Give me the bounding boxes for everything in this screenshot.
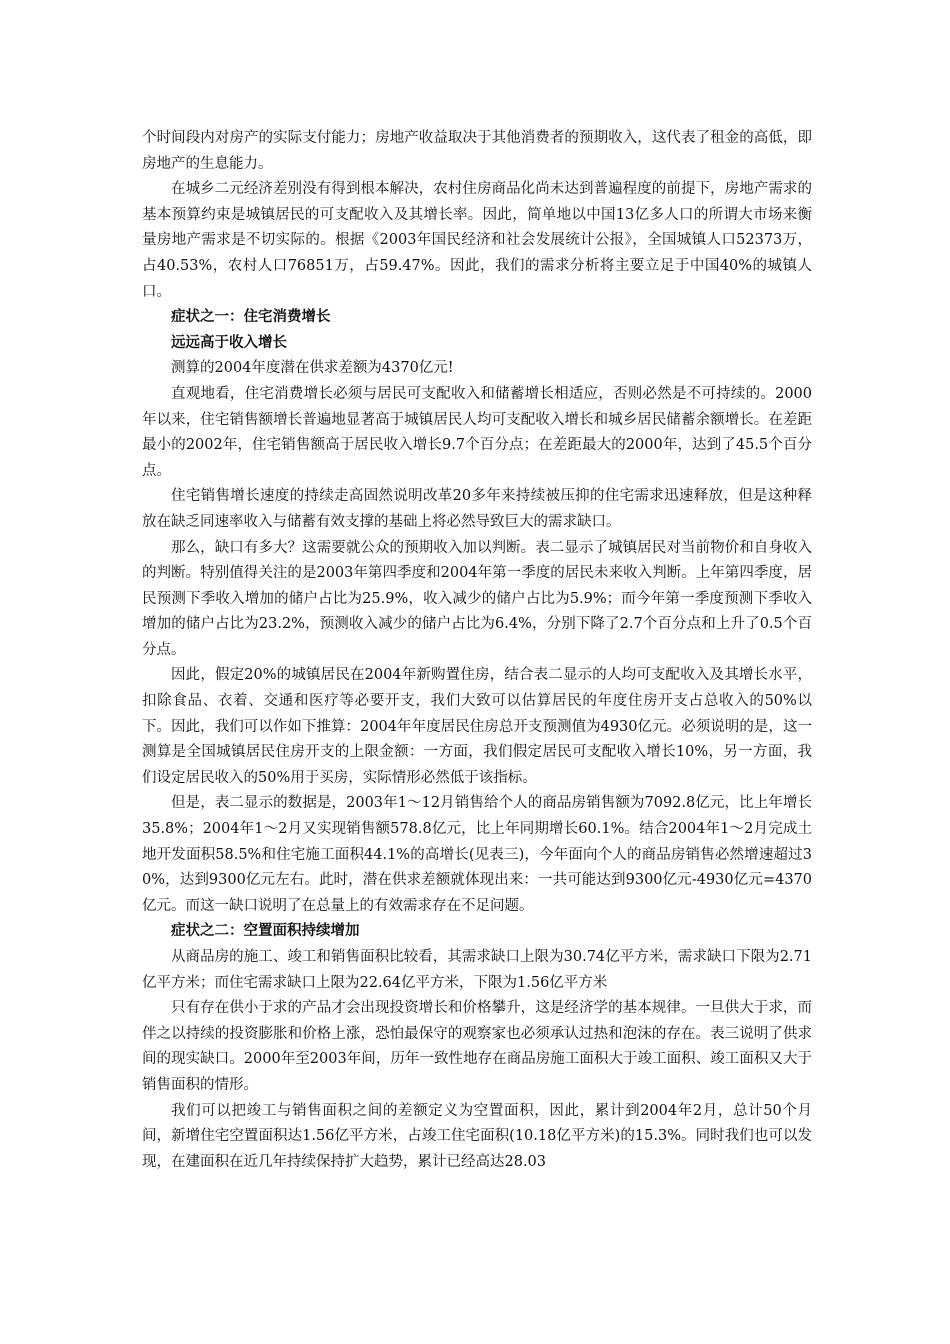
paragraph: 住宅销售增长速度的持续走高固然说明改革20多年来持续被压抑的住宅需求迅速释放，但是这种释放在缺乏同速率收入与储蓄有效支撑的基础上将必然导致巨大的需求缺口。 bbox=[142, 488, 812, 530]
document-page bbox=[142, 126, 812, 1175]
paragraph: 直观地看，住宅消费增长必须与居民可支配收入和储蓄增长相适应，否则必然是不可持续的。2000年以来，住宅销售额增长普遍地显著高于城镇居民人均可支配收入增长和城乡居民储蓄余额增长。在差距最小的2002年，住宅销售额高于居民收入增长9.7个百分点；在差距最大的2000年，达到了45.5个百分点。 bbox=[142, 385, 812, 479]
paragraph: 在城乡二元经济差别没有得到根本解决，农村住房商品化尚未达到普遍程度的前提下，房地产需求的基本预算约束是城镇居民的可支配收入及其增长率。因此，简单地以中国13亿多人口的所谓大市场来衡量房地产需求是不切实际的。根据《2003年国民经济和社会发展统计公报》，全国城镇人口52373万，占40.53%，农村人口76851万，占59.47%。因此，我们的需求分析将主要立足于中国40%的城镇人口。 bbox=[142, 181, 812, 300]
paragraph: 只有存在供小于求的产品才会出现投资增长和价格攀升，这是经济学的基本规律。一旦供大于求，而伴之以持续的投资膨胀和价格上涨，恐怕最保守的观察家也必须承认过热和泡沫的存在。表三说明了供求间的现实缺口。2000年至2003年间，历年一致性地存在商品房施工面积大于竣工面积、竣工面积又大于销售面积的情形。 bbox=[142, 1000, 812, 1093]
paragraph: 测算的2004年度潜在供求差额为4370亿元! bbox=[171, 360, 454, 377]
paragraph: 我们可以把竣工与销售面积之间的差额定义为空置面积，因此，累计到2004年2月，总计50个月间，新增住宅空置面积达1.56亿平方米，占竣工住宅面积(10.18亿平方米)的15.3%。同时我们也可以发现，在建面积在近几年持续保持扩大趋势，累计已经高达28.03 bbox=[142, 1102, 812, 1170]
paragraph: 个时间段内对房产的实际支付能力；房地产收益取决于其他消费者的预期收入，这代表了租金的高低，即房地产的生息能力。 bbox=[142, 130, 812, 172]
paragraph: 因此，假定20%的城镇居民在2004年新购置住房，结合表二显示的人均可支配收入及其增长水平，扣除食品、衣着、交通和医疗等必要开支，我们大致可以估算居民的年度住房开支占总收入的50%以下。因此，我们可以作如下推算：2004年年度居民住房总开支预测值为4930亿元。必须说明的是，这一测算是全国城镇居民住房开支的上限金额：一方面，我们假定居民可支配收入增长10%，另一方面，我们设定居民收入的50%用于买房，实际情形必然低于该指标。 bbox=[142, 667, 812, 786]
section-heading: 症状之二：空置面积持续增加 bbox=[171, 923, 360, 940]
paragraph: 从商品房的施工、竣工和销售面积比较看，其需求缺口上限为30.74亿平方米，需求缺口下限为2.71亿平方米；而住宅需求缺口上限为22.64亿平方米，下限为1.56亿平方米 bbox=[142, 949, 812, 991]
paragraph: 但是，表二显示的数据是，2003年1～12月销售给个人的商品房销售额为7092.8亿元，比上年增长35.8%；2004年1～2月又实现销售额578.8亿元，比上年同期增长60.1%。结合2004年1～2月完成土地开发面积58.5%和住宅施工面积44.1%的高增长(见表三)，今年面向个人的商品房销售必然增速超过30%，达到9300亿元左右。此时，潜在供求差额就体现出来：一共可能达到9300亿元-4930亿元=4370亿元。而这一缺口说明了在总量上的有效需求存在不足问题。 bbox=[142, 795, 812, 914]
section-subheading: 远远高于收入增长 bbox=[171, 334, 287, 351]
section-heading: 症状之一：住宅消费增长 bbox=[171, 309, 331, 326]
paragraph: 那么，缺口有多大？这需要就公众的预期收入加以判断。表二显示了城镇居民对当前物价和自身收入的判断。特别值得关注的是2003年第四季度和2004年第一季度的居民未来收入判断。上年第四季度，居民预测下季收入增加的储户占比为25.9%，收入减少的储户占比为5.9%；而今年第一季度预测下季收入增加的储户占比为23.2%，预测收入减少的储户占比为6.4%，分别下降了2.7个百分点和上升了0.5个百分点。 bbox=[142, 539, 812, 658]
